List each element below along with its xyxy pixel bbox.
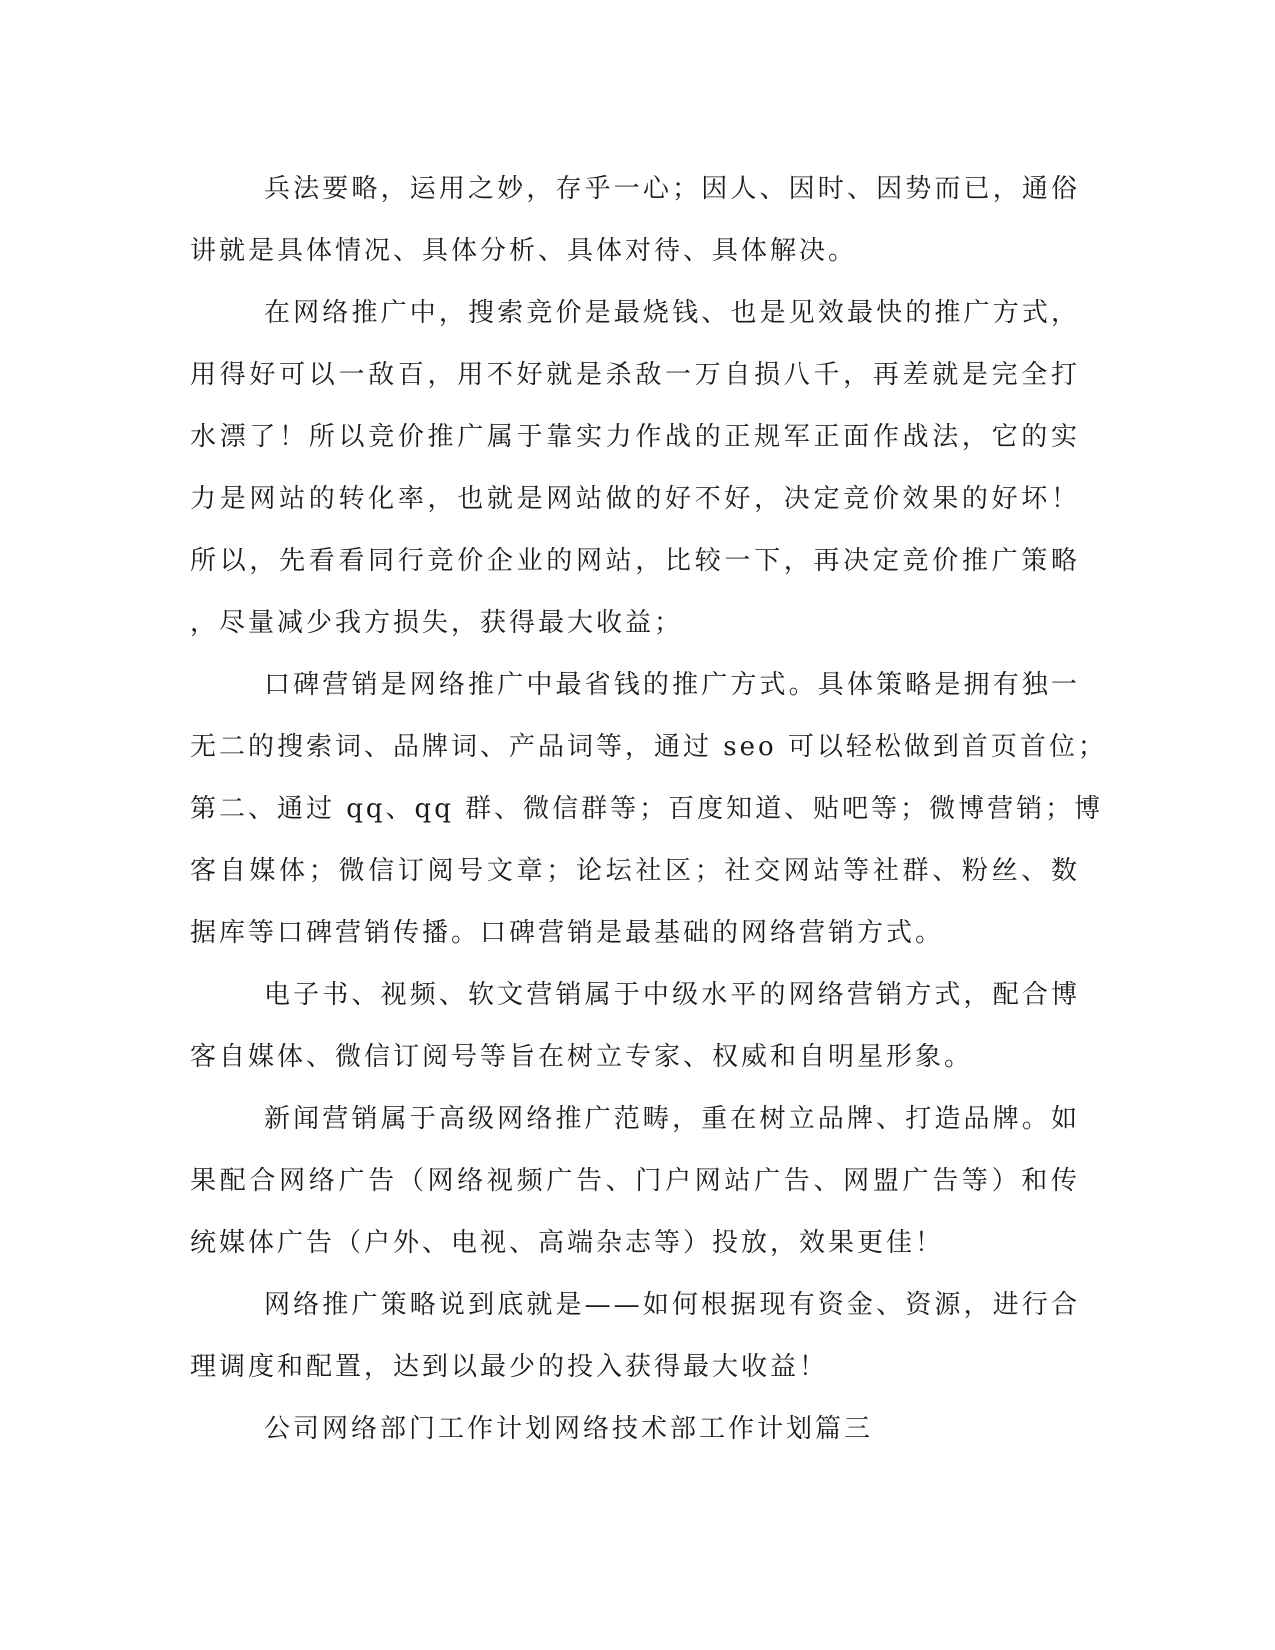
text-line: 新闻营销属于高级网络推广范畴，重在树立品牌、打造品牌。如 <box>264 1104 1080 1134</box>
text-line: 客自媒体、微信订阅号等旨在树立专家、权威和自明星形象。 <box>190 1042 974 1072</box>
text-line: 公司网络部门工作计划网络技术部工作计划篇三 <box>264 1414 874 1444</box>
text-line: 统媒体广告（户外、电视、高端杂志等）投放，效果更佳！ <box>190 1228 945 1258</box>
text-line: 在网络推广中，搜索竞价是最烧钱、也是见效最快的推广方式， <box>264 298 1080 328</box>
text-line: 用得好可以一敌百，用不好就是杀敌一万自损八千，再差就是完全打 <box>190 360 1080 390</box>
text-line: 据库等口碑营销传播。口碑营销是最基础的网络营销方式。 <box>190 918 945 948</box>
text-line: 电子书、视频、软文营销属于中级水平的网络营销方式，配合博 <box>264 980 1080 1010</box>
text-line: 果配合网络广告（网络视频广告、门户网站广告、网盟广告等）和传 <box>190 1166 1080 1196</box>
text-line: 理调度和配置，达到以最少的投入获得最大收益！ <box>190 1352 829 1382</box>
text-line: 水漂了！所以竞价推广属于靠实力作战的正规军正面作战法，它的实 <box>190 422 1080 452</box>
text-line: 无二的搜索词、品牌词、产品词等，通过 seo 可以轻松做到首页首位； <box>190 732 1107 762</box>
text-line: 讲就是具体情况、具体分析、具体对待、具体解决。 <box>190 236 858 266</box>
text-line: 兵法要略，运用之妙，存乎一心；因人、因时、因势而已，通俗 <box>264 174 1080 204</box>
text-line: 所以，先看看同行竞价企业的网站，比较一下，再决定竞价推广策略 <box>190 546 1080 576</box>
text-line: 口碑营销是网络推广中最省钱的推广方式。具体策略是拥有独一 <box>264 670 1080 700</box>
text-line: 客自媒体；微信订阅号文章；论坛社区；社交网站等社群、粉丝、数 <box>190 856 1080 886</box>
text-line: ，尽量减少我方损失，获得最大收益； <box>190 608 684 638</box>
text-line: 网络推广策略说到底就是——如何根据现有资金、资源，进行合 <box>264 1290 1080 1320</box>
text-line: 力是网站的转化率，也就是网站做的好不好，决定竞价效果的好坏！ <box>190 484 1080 514</box>
text-line: 第二、通过 qq、qq 群、微信群等；百度知道、贴吧等；微博营销；博 <box>190 794 1104 824</box>
document-body <box>190 158 1107 1460</box>
